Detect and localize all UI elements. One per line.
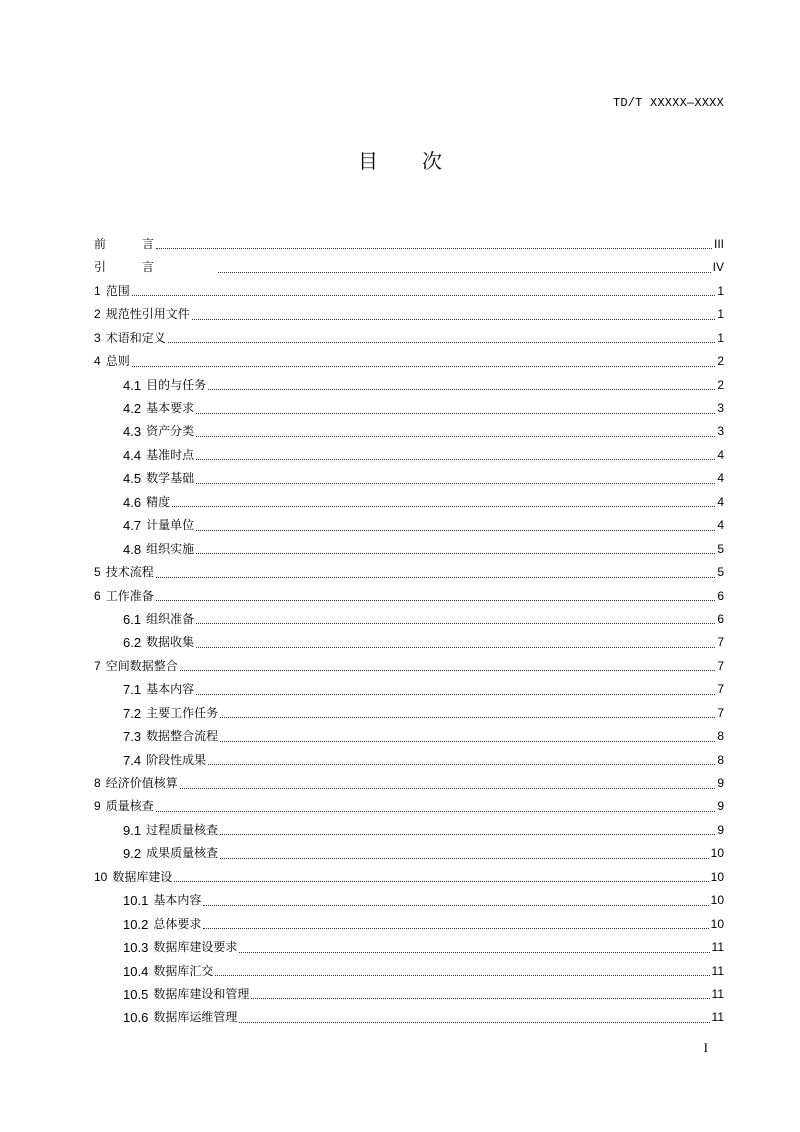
toc-entry-page: 11 xyxy=(711,963,724,978)
toc-leader-dots xyxy=(220,858,709,859)
toc-entry-number: 2 xyxy=(94,307,101,322)
toc-entry-number: 10.4 xyxy=(123,963,149,979)
toc-entry-label: 基本内容 xyxy=(146,682,195,697)
toc-entry-number: 7 xyxy=(94,658,101,673)
toc-entry[interactable] xyxy=(94,327,724,350)
page-number: I xyxy=(703,1040,708,1055)
toc-entry[interactable] xyxy=(94,772,724,795)
toc-entry[interactable] xyxy=(94,467,724,490)
toc-entry[interactable] xyxy=(94,397,724,420)
toc-entry-title xyxy=(123,397,194,420)
toc-leader-dots xyxy=(220,717,715,718)
toc-entry-label: 空间数据整合 xyxy=(105,658,178,673)
toc-entry-page: 7 xyxy=(717,658,724,673)
toc-entry-page: 10 xyxy=(710,916,724,931)
toc-leader-dots xyxy=(196,483,715,484)
toc-entry-title xyxy=(123,819,218,842)
toc-leader-dots xyxy=(156,600,716,601)
toc-leader-dots xyxy=(168,342,716,343)
toc-leader-dots xyxy=(172,506,715,507)
toc-leader-dots xyxy=(208,764,715,765)
toc-entry-number: 4 xyxy=(94,354,101,369)
toc-entry-title xyxy=(123,374,206,397)
toc-entry[interactable] xyxy=(94,960,724,983)
toc-entry-label: 引 言 xyxy=(94,260,155,275)
toc-entry[interactable] xyxy=(94,350,724,373)
toc-entry-page: 9 xyxy=(717,776,724,791)
toc-entry-label: 经济价值核算 xyxy=(105,776,178,791)
toc-entry-page: 8 xyxy=(717,752,724,767)
toc-entry[interactable] xyxy=(94,702,724,725)
toc-entry-number: 6 xyxy=(94,588,101,603)
toc-entry-number: 10.3 xyxy=(123,940,149,956)
toc-entry-label: 工作准备 xyxy=(105,588,154,603)
toc-entry-page: 9 xyxy=(717,799,724,814)
toc-entry-title xyxy=(123,702,218,725)
toc-leader-dots xyxy=(180,788,716,789)
toc-entry-page: 3 xyxy=(717,424,724,439)
toc-entry[interactable] xyxy=(94,256,724,279)
toc-entry-title xyxy=(94,866,172,889)
toc-entry[interactable] xyxy=(94,491,724,514)
toc-leader-dots xyxy=(192,319,716,320)
toc-leader-dots xyxy=(156,248,712,249)
toc-entry[interactable] xyxy=(94,374,724,397)
toc-entry[interactable] xyxy=(94,631,724,654)
toc-entry-number: 9 xyxy=(94,799,101,814)
toc-entry-label: 组织实施 xyxy=(146,541,195,556)
toc-entry-title xyxy=(123,467,194,490)
toc-entry-label: 成果质量核查 xyxy=(146,846,219,861)
toc-entry-number: 8 xyxy=(94,776,101,791)
toc-entry-number: 7.4 xyxy=(123,752,142,768)
toc-leader-dots xyxy=(180,670,716,671)
toc-entry-title xyxy=(94,280,130,303)
toc-entry-title xyxy=(94,256,216,279)
toc-entry-number: 1 xyxy=(94,283,101,298)
toc-entry-page: 11 xyxy=(711,940,724,955)
toc-entry-title xyxy=(94,585,154,608)
toc-entry-number: 10.2 xyxy=(123,916,149,932)
toc-leader-dots xyxy=(215,975,709,976)
toc-entry-label: 术语和定义 xyxy=(105,330,166,345)
toc-entry[interactable] xyxy=(94,421,724,444)
toc-entry-title xyxy=(123,889,201,912)
toc-leader-dots xyxy=(208,389,715,390)
toc-entry-page: IV xyxy=(712,260,724,275)
toc-entry-title xyxy=(123,420,194,443)
toc-entry-label: 总体要求 xyxy=(153,916,202,931)
toc-entry-page: 10 xyxy=(710,869,724,884)
toc-entry-number: 4.3 xyxy=(123,424,142,440)
toc-entry[interactable] xyxy=(94,1006,724,1029)
toc-entry-title xyxy=(94,327,166,350)
toc-entry-number: 4.4 xyxy=(123,447,142,463)
toc-entry-number: 9.1 xyxy=(123,822,142,838)
toc-leader-dots xyxy=(251,998,709,999)
toc-entry-page: 1 xyxy=(717,307,724,322)
toc-leader-dots xyxy=(132,295,716,296)
toc-entry-number: 10.6 xyxy=(123,1010,149,1026)
toc-entry-title xyxy=(94,772,178,795)
toc-entry-title xyxy=(123,538,194,561)
toc-entry-page: 7 xyxy=(717,705,724,720)
toc-entry[interactable] xyxy=(94,749,724,772)
toc-leader-dots xyxy=(239,1022,709,1023)
toc-entry-number: 4.1 xyxy=(123,377,142,393)
toc-leader-dots xyxy=(156,811,716,812)
toc-entry-number: 4.2 xyxy=(123,401,142,417)
toc-entry-number: 5 xyxy=(94,565,101,580)
toc-entry-label: 数据库运维管理 xyxy=(153,1010,238,1025)
toc-entry-title xyxy=(123,678,194,701)
toc-leader-dots xyxy=(174,881,708,882)
toc-entry-number: 7.1 xyxy=(123,682,142,698)
toc-entry-page: III xyxy=(713,236,724,251)
toc-entry-label: 阶段性成果 xyxy=(146,752,207,767)
toc-entry[interactable] xyxy=(94,538,724,561)
toc-entry-page: 6 xyxy=(717,611,724,626)
toc-entry-page: 2 xyxy=(717,377,724,392)
toc-entry-label: 数据整合流程 xyxy=(146,729,219,744)
toc-entry[interactable] xyxy=(94,983,724,1006)
toc-entry-number: 6.1 xyxy=(123,611,142,627)
table-of-contents xyxy=(94,233,724,1030)
toc-leader-dots xyxy=(196,623,715,624)
toc-entry-label: 组织准备 xyxy=(146,611,195,626)
toc-entry-label: 数学基础 xyxy=(146,471,195,486)
toc-entry-label: 数据收集 xyxy=(146,635,195,650)
toc-entry[interactable] xyxy=(94,936,724,959)
toc-leader-dots xyxy=(196,459,715,460)
toc-entry-label: 基本要求 xyxy=(146,401,195,416)
toc-entry-title xyxy=(123,960,213,983)
toc-entry[interactable] xyxy=(94,913,724,936)
toc-entry-title xyxy=(94,795,154,818)
toc-entry-label: 质量核查 xyxy=(105,799,154,814)
toc-entry-title xyxy=(123,631,194,654)
toc-entry[interactable] xyxy=(94,608,724,631)
toc-leader-dots xyxy=(220,834,715,835)
toc-entry[interactable] xyxy=(94,842,724,865)
toc-leader-dots xyxy=(218,272,711,273)
toc-entry-label: 精度 xyxy=(146,494,171,509)
toc-leader-dots xyxy=(220,741,715,742)
toc-entry-title xyxy=(123,983,249,1006)
toc-entry[interactable] xyxy=(94,444,724,467)
toc-entry-title xyxy=(94,233,154,256)
toc-entry[interactable] xyxy=(94,303,724,326)
toc-entry-number: 3 xyxy=(94,330,101,345)
toc-entry-page: 8 xyxy=(717,729,724,744)
toc-leader-dots xyxy=(196,553,715,554)
title-char-1: 目 xyxy=(358,149,378,173)
toc-entry-title xyxy=(94,350,130,373)
toc-entry-number: 4.7 xyxy=(123,518,142,534)
toc-leader-dots xyxy=(239,952,709,953)
toc-entry-number: 4.6 xyxy=(123,494,142,510)
toc-entry-title xyxy=(123,608,194,631)
toc-entry[interactable] xyxy=(94,561,724,584)
toc-entry-title xyxy=(123,842,218,865)
toc-entry-number: 7.2 xyxy=(123,705,142,721)
toc-entry-page: 11 xyxy=(711,1010,724,1025)
toc-leader-dots xyxy=(156,577,716,578)
toc-entry-title xyxy=(123,749,206,772)
toc-entry-page: 1 xyxy=(717,330,724,345)
toc-entry-page: 4 xyxy=(717,471,724,486)
toc-entry-label: 资产分类 xyxy=(146,424,195,439)
toc-entry-number: 4.5 xyxy=(123,471,142,487)
toc-entry-label: 目的与任务 xyxy=(146,377,207,392)
toc-entry-title xyxy=(123,936,237,959)
toc-entry[interactable] xyxy=(94,233,724,256)
toc-leader-dots xyxy=(196,436,715,437)
page-title xyxy=(0,145,800,174)
toc-entry-page: 7 xyxy=(717,635,724,650)
toc-entry-page: 10 xyxy=(710,893,724,908)
toc-entry-page: 5 xyxy=(717,541,724,556)
toc-leader-dots xyxy=(196,530,715,531)
toc-entry[interactable] xyxy=(94,889,724,912)
toc-entry-label: 主要工作任务 xyxy=(146,705,219,720)
toc-entry-title xyxy=(123,514,194,537)
toc-leader-dots xyxy=(203,905,708,906)
toc-entry-number: 10.1 xyxy=(123,893,149,909)
toc-entry-label: 数据库建设 xyxy=(112,869,173,884)
toc-entry[interactable] xyxy=(94,725,724,748)
toc-entry-page: 7 xyxy=(717,682,724,697)
toc-entry-number: 4.8 xyxy=(123,541,142,557)
toc-entry[interactable] xyxy=(94,655,724,678)
toc-entry-title xyxy=(123,1006,237,1029)
toc-entry-title xyxy=(123,725,218,748)
toc-entry-page: 9 xyxy=(717,822,724,837)
toc-entry-page: 4 xyxy=(717,447,724,462)
toc-entry-title xyxy=(123,913,201,936)
toc-entry-label: 前 言 xyxy=(94,236,155,251)
standard-code: TD/T XXXXX—XXXX xyxy=(612,96,724,110)
toc-leader-dots xyxy=(196,413,715,414)
toc-entry-label: 总则 xyxy=(105,354,130,369)
toc-entry-label: 计量单位 xyxy=(146,518,195,533)
toc-entry-label: 数据库汇交 xyxy=(153,963,214,978)
toc-entry-label: 规范性引用文件 xyxy=(105,307,190,322)
toc-entry-label: 基本内容 xyxy=(153,893,202,908)
toc-entry[interactable] xyxy=(94,796,724,819)
toc-entry-page: 6 xyxy=(717,588,724,603)
toc-leader-dots xyxy=(196,694,715,695)
toc-leader-dots xyxy=(196,647,715,648)
toc-leader-dots xyxy=(132,366,716,367)
toc-entry-label: 数据库建设要求 xyxy=(153,940,238,955)
toc-entry-page: 10 xyxy=(710,846,724,861)
toc-entry-page: 4 xyxy=(717,518,724,533)
toc-entry-title xyxy=(123,491,170,514)
toc-entry[interactable] xyxy=(94,819,724,842)
toc-entry-number: 9.2 xyxy=(123,846,142,862)
toc-entry[interactable] xyxy=(94,866,724,889)
title-char-2: 次 xyxy=(422,149,442,173)
toc-entry[interactable] xyxy=(94,514,724,537)
toc-entry-label: 基准时点 xyxy=(146,447,195,462)
toc-entry-page: 1 xyxy=(717,283,724,298)
toc-entry-label: 过程质量核查 xyxy=(146,822,219,837)
toc-entry-number: 7.3 xyxy=(123,729,142,745)
toc-entry-label: 数据库建设和管理 xyxy=(153,986,250,1001)
toc-leader-dots xyxy=(203,928,708,929)
toc-entry-title xyxy=(94,561,154,584)
toc-entry-title xyxy=(94,303,190,326)
toc-entry-page: 3 xyxy=(717,401,724,416)
toc-entry-page: 4 xyxy=(717,494,724,509)
toc-entry-page: 5 xyxy=(717,565,724,580)
toc-entry-page: 2 xyxy=(717,354,724,369)
toc-entry-label: 范围 xyxy=(105,283,130,298)
toc-entry[interactable] xyxy=(94,280,724,303)
toc-entry-number: 10.5 xyxy=(123,986,149,1002)
toc-entry-label: 技术流程 xyxy=(105,565,154,580)
toc-entry[interactable] xyxy=(94,678,724,701)
toc-entry-number: 6.2 xyxy=(123,635,142,651)
toc-entry-title xyxy=(123,444,194,467)
toc-entry[interactable] xyxy=(94,585,724,608)
toc-entry-title xyxy=(94,655,178,678)
toc-entry-page: 11 xyxy=(711,986,724,1001)
toc-entry-number: 10 xyxy=(94,869,108,884)
